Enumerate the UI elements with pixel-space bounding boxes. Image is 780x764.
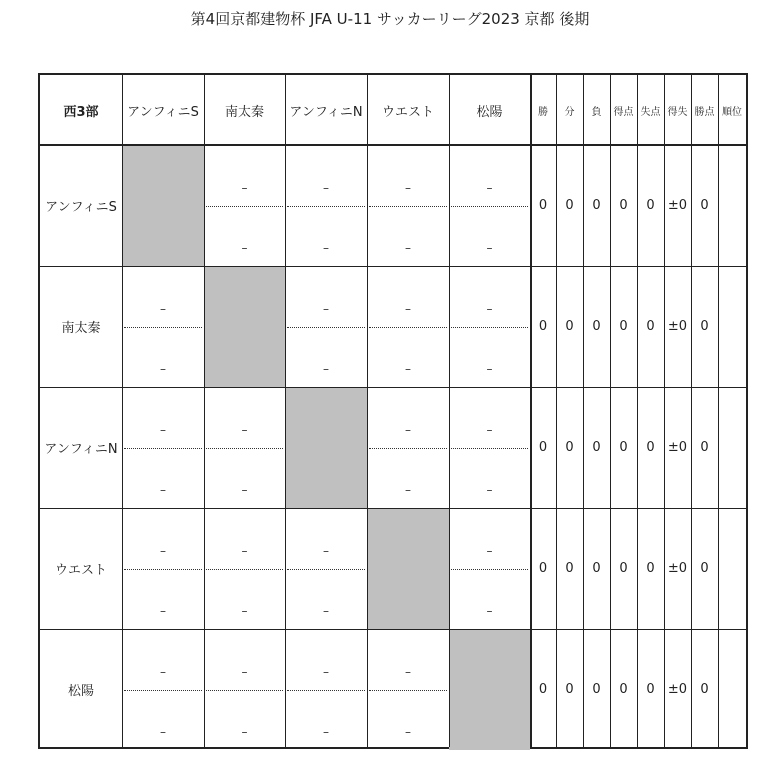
row-team-label: 南太秦	[61, 321, 101, 336]
match-score-lower: –	[160, 725, 166, 739]
match-cell	[367, 145, 449, 266]
grid-vline	[530, 75, 532, 747]
match-divider	[124, 327, 202, 328]
stat-value: 0	[646, 561, 655, 576]
match-score-upper: –	[486, 423, 493, 437]
match-divider	[287, 206, 365, 207]
stat-value: 0	[700, 682, 709, 697]
grid-vline	[664, 75, 665, 747]
column-header-team: ウエスト	[381, 104, 434, 120]
match-score-lower: –	[241, 604, 248, 618]
stat-value	[718, 508, 746, 629]
stat-value: 0	[565, 319, 574, 334]
match-divider	[206, 448, 283, 449]
match-score-lower: –	[241, 483, 248, 497]
match-score-upper: –	[241, 544, 248, 558]
match-cell	[122, 387, 204, 508]
stat-value: 0	[700, 440, 709, 455]
stat-value: 0	[592, 682, 601, 697]
match-cell	[204, 387, 285, 508]
stat-value: 0	[646, 319, 655, 334]
match-score-upper: –	[405, 181, 411, 195]
stat-value: 0	[619, 319, 628, 334]
match-score-lower: –	[241, 241, 248, 255]
stat-value: ±0	[667, 682, 688, 697]
match-score-upper: –	[405, 665, 411, 679]
match-score-lower: –	[486, 604, 493, 618]
match-score-upper: –	[160, 423, 166, 437]
column-header-stat: 失点	[640, 106, 661, 118]
match-score-upper: –	[241, 181, 248, 195]
match-cell	[122, 508, 204, 629]
match-cell	[449, 387, 530, 508]
stat-value: 0	[700, 561, 709, 576]
grid-vline	[583, 75, 584, 747]
grid-vline	[637, 75, 638, 747]
column-header-stat: 順位	[722, 106, 742, 118]
match-score-lower: –	[486, 483, 493, 497]
grid-vline	[204, 75, 205, 747]
match-cell	[285, 508, 367, 629]
diagonal-cell	[122, 145, 204, 266]
column-header-team: 南太秦	[224, 104, 264, 120]
column-header-stat: 勝	[538, 106, 548, 118]
diagonal-cell	[449, 629, 530, 750]
stat-value: 0	[538, 561, 548, 576]
match-cell	[285, 266, 367, 387]
stat-value: ±0	[667, 319, 688, 334]
match-score-lower: –	[405, 241, 411, 255]
match-score-upper: –	[160, 302, 166, 316]
grid-hline	[40, 144, 746, 146]
match-score-upper: –	[323, 665, 329, 679]
match-cell	[449, 508, 530, 629]
match-divider	[369, 206, 447, 207]
grid-vline	[691, 75, 692, 747]
stat-value: 0	[538, 682, 548, 697]
diagonal-cell	[367, 508, 449, 629]
stat-value	[718, 145, 746, 266]
stat-value: 0	[565, 682, 574, 697]
match-cell	[449, 145, 530, 266]
grid-vline	[122, 75, 123, 747]
match-cell	[122, 629, 204, 750]
match-divider	[124, 690, 202, 691]
match-score-lower: –	[323, 241, 329, 255]
grid-vline	[556, 75, 557, 747]
grid-hline	[40, 629, 746, 630]
match-divider	[451, 206, 528, 207]
stat-value: ±0	[667, 198, 688, 213]
column-header-stat: 勝点	[694, 106, 715, 118]
match-divider	[124, 448, 202, 449]
column-header-stat: 分	[564, 106, 575, 118]
match-score-upper: –	[405, 423, 411, 437]
grid-vline	[285, 75, 286, 747]
match-score-upper: –	[323, 544, 329, 558]
match-score-lower: –	[323, 604, 329, 618]
diagonal-cell	[285, 387, 367, 508]
stat-value: 0	[538, 198, 548, 213]
match-cell	[122, 266, 204, 387]
row-team-label: ウエスト	[54, 563, 107, 578]
match-score-lower: –	[405, 362, 411, 376]
match-score-lower: –	[486, 241, 493, 255]
stat-value	[718, 387, 746, 508]
stat-value: 0	[646, 198, 655, 213]
match-divider	[206, 690, 283, 691]
match-score-upper: –	[241, 423, 248, 437]
match-cell	[204, 508, 285, 629]
match-cell	[367, 387, 449, 508]
match-score-lower: –	[160, 362, 166, 376]
match-divider	[369, 448, 447, 449]
stat-value: 0	[538, 319, 548, 334]
stat-value: ±0	[667, 561, 688, 576]
grid-vline	[367, 75, 368, 747]
league-table	[38, 73, 748, 749]
match-score-lower: –	[405, 483, 411, 497]
match-divider	[287, 690, 365, 691]
stat-value: 0	[700, 198, 709, 213]
column-header-team: 松陽	[476, 104, 503, 120]
stat-value: 0	[619, 198, 628, 213]
match-score-lower: –	[323, 725, 329, 739]
match-divider	[369, 690, 447, 691]
match-divider	[451, 327, 528, 328]
match-cell	[367, 266, 449, 387]
match-cell	[204, 629, 285, 750]
match-score-upper: –	[160, 544, 166, 558]
stat-value: 0	[592, 561, 601, 576]
column-header-team: アンフィニS	[127, 104, 199, 120]
stat-value: ±0	[667, 440, 688, 455]
match-divider	[451, 569, 528, 570]
match-divider	[287, 569, 365, 570]
match-score-upper: –	[323, 181, 329, 195]
stat-value: 0	[538, 440, 548, 455]
grid-vline	[718, 75, 719, 747]
stat-value: 0	[646, 440, 655, 455]
match-divider	[451, 448, 528, 449]
stat-value: 0	[646, 682, 655, 697]
match-score-upper: –	[486, 181, 493, 195]
match-divider	[287, 327, 365, 328]
match-score-lower: –	[241, 725, 248, 739]
match-score-lower: –	[160, 483, 166, 497]
grid-vline	[610, 75, 611, 747]
stat-value: 0	[619, 440, 628, 455]
match-cell	[285, 145, 367, 266]
column-header-team: アンフィニN	[289, 104, 363, 120]
row-team-label: アンフィニN	[44, 442, 118, 457]
match-cell	[204, 145, 285, 266]
column-header-stat: 得点	[613, 106, 634, 118]
grid-hline	[40, 266, 746, 267]
match-divider	[124, 569, 202, 570]
match-score-upper: –	[160, 665, 166, 679]
stat-value: 0	[565, 561, 574, 576]
column-header-stat: 得失	[667, 106, 688, 118]
grid-vline	[449, 75, 450, 747]
stat-value: 0	[565, 440, 574, 455]
grid-hline	[40, 387, 746, 388]
stat-value: 0	[700, 319, 709, 334]
match-score-lower: –	[160, 604, 166, 618]
match-divider	[206, 206, 283, 207]
stat-value: 0	[592, 198, 601, 213]
match-score-upper: –	[405, 302, 411, 316]
grid-hline	[40, 508, 746, 509]
group-label: 西3部	[63, 104, 99, 120]
row-team-label: アンフィニS	[45, 200, 117, 215]
stat-value	[718, 266, 746, 387]
page-title: 第4回京都建物杯 JFA U-11 サッカーリーグ2023 京都 後期	[190, 10, 590, 28]
stat-value: 0	[592, 319, 601, 334]
match-cell	[285, 629, 367, 750]
match-score-upper: –	[486, 544, 493, 558]
stat-value: 0	[619, 682, 628, 697]
match-score-lower: –	[323, 362, 329, 376]
match-score-upper: –	[323, 302, 329, 316]
stat-value: 0	[592, 440, 601, 455]
match-score-lower: –	[486, 362, 493, 376]
match-score-upper: –	[486, 302, 493, 316]
match-score-upper: –	[241, 665, 248, 679]
stat-value	[718, 629, 746, 750]
row-team-label: 松陽	[67, 684, 94, 699]
match-score-lower: –	[405, 725, 411, 739]
diagonal-cell	[204, 266, 285, 387]
match-cell	[367, 629, 449, 750]
column-header-stat: 負	[591, 106, 602, 118]
match-divider	[206, 569, 283, 570]
stat-value: 0	[619, 561, 628, 576]
stat-value: 0	[565, 198, 574, 213]
match-cell	[449, 266, 530, 387]
match-divider	[369, 327, 447, 328]
